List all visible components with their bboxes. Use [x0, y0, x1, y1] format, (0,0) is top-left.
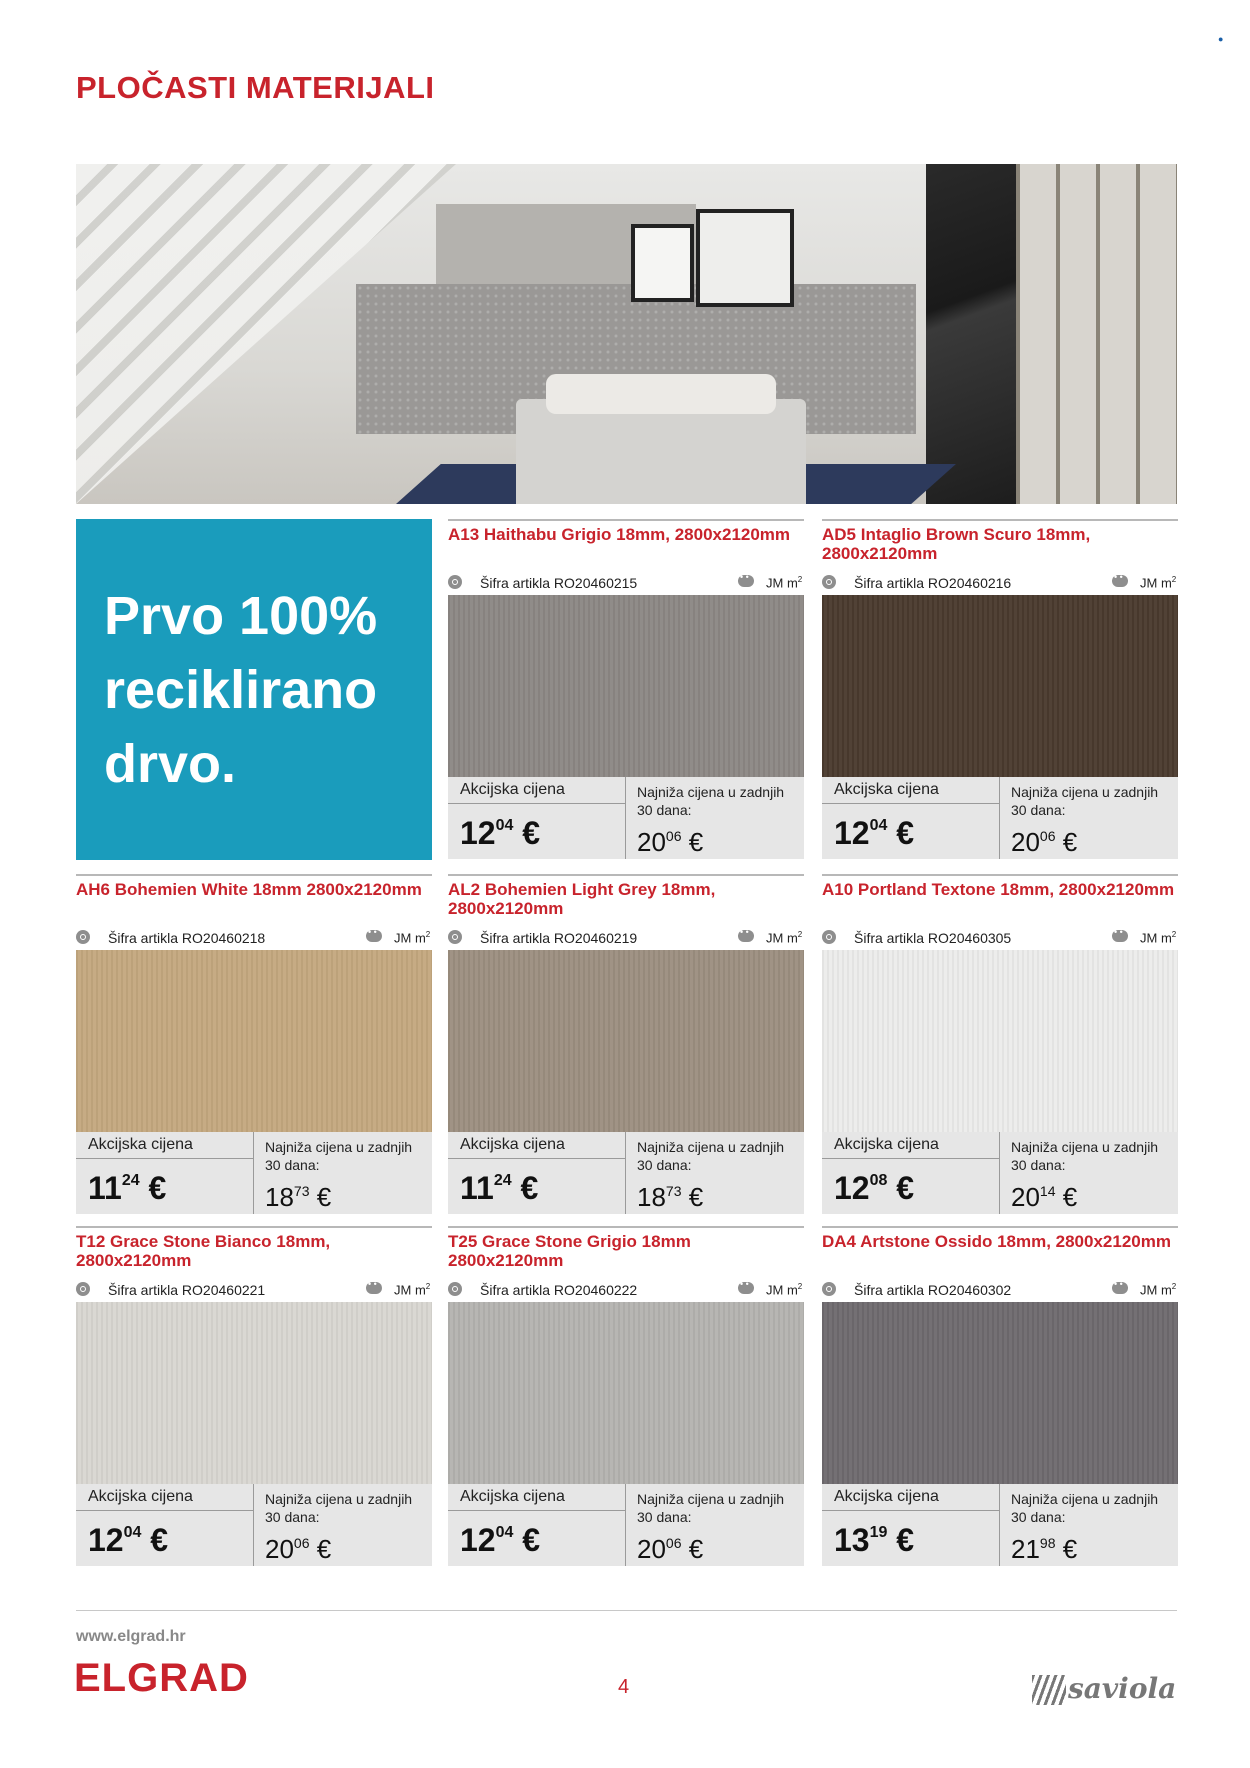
unit-label: JM $m^2$: [394, 930, 431, 946]
unit-label: JM $m^2$: [1140, 575, 1177, 591]
material-swatch: [822, 1302, 1178, 1484]
product-code: Šifra artikla RO20460215: [480, 575, 638, 591]
unit-label: JM $m^2$: [1140, 930, 1177, 946]
lowest-price-label: Najniža cijena u zadnjih 30 dana:: [1011, 784, 1159, 818]
product-code-row: [448, 1282, 804, 1300]
price-box: [76, 1484, 432, 1566]
lowest-price-label: Najniža cijena u zadnjih 30 dana:: [265, 1491, 413, 1525]
product-code-row: [822, 930, 1178, 948]
product-card[interactable]: [448, 519, 804, 869]
product-name: DA4 Artstone Ossido 18mm, 2800x2120mm: [822, 1232, 1171, 1251]
product-code: Šifra artikla RO20460305: [854, 930, 1012, 946]
page-number: 4: [618, 1676, 630, 1698]
product-code-row: [448, 930, 804, 948]
unit-label: JM $m^2$: [766, 930, 803, 946]
unit-label: JM $m^2$: [1140, 1282, 1177, 1298]
product-name: T25 Grace Stone Grigio 18mm 2800x2120mm: [448, 1232, 691, 1270]
product-card[interactable]: [822, 1226, 1178, 1576]
promo-price-label: Akcijska cijena: [834, 1488, 939, 1505]
price-box: [448, 1132, 804, 1214]
search-icon: [448, 1282, 462, 1296]
product-code-row: [76, 1282, 432, 1300]
lowest-price: $20^{14}$ €: [1011, 1182, 1078, 1212]
card-divider: [822, 874, 1178, 876]
card-divider: [822, 1226, 1178, 1228]
price-box: [822, 777, 1178, 859]
page-title: PLOČASTI MATERIJALI: [76, 70, 435, 105]
lowest-price-label: Najniža cijena u zadnjih 30 dana:: [637, 784, 785, 818]
card-divider: [448, 1226, 804, 1228]
lowest-price-label: Najniža cijena u zadnjih 30 dana:: [637, 1139, 785, 1173]
price-box: [822, 1484, 1178, 1566]
card-divider: [822, 519, 1178, 521]
promo-price-label: Akcijska cijena: [460, 1136, 565, 1153]
unit-icon: [738, 575, 754, 587]
promo-price-label: Akcijska cijena: [834, 1136, 939, 1153]
product-code: Šifra artikla RO20460221: [108, 1282, 266, 1298]
promo-price: $11^{24}$ €: [88, 1170, 167, 1206]
material-swatch: [448, 595, 804, 777]
product-code-row: [822, 1282, 1178, 1300]
lowest-price-label: Najniža cijena u zadnjih 30 dana:: [1011, 1491, 1159, 1525]
product-name: AL2 Bohemien Light Grey 18mm, 2800x2120mm: [448, 880, 716, 918]
promo-text: Prvo 100% reciklirano drvo.: [104, 586, 378, 794]
promo-price-label: Akcijska cijena: [460, 1488, 565, 1505]
unit-icon: [1112, 575, 1128, 587]
lowest-price: $20^{06}$ €: [265, 1534, 332, 1564]
unit-label: JM $m^2$: [766, 1282, 803, 1298]
promo-price: $11^{24}$ €: [460, 1170, 539, 1206]
promo-price: $13^{19}$ €: [834, 1522, 915, 1558]
material-swatch: [448, 1302, 804, 1484]
promo-price: $12^{04}$ €: [460, 815, 541, 851]
product-card[interactable]: [822, 874, 1178, 1224]
saviola-logo-mark: [1032, 1675, 1066, 1705]
product-card[interactable]: [76, 874, 432, 1224]
product-card[interactable]: [76, 1226, 432, 1576]
product-card[interactable]: [448, 1226, 804, 1576]
promo-price: $12^{04}$ €: [834, 815, 915, 851]
product-code: Šifra artikla RO20460218: [108, 930, 266, 946]
lowest-price: $20^{06}$ €: [637, 1534, 704, 1564]
lowest-price: $20^{06}$ €: [1011, 827, 1078, 857]
promo-price: $12^{08}$ €: [834, 1170, 915, 1206]
elgrad-logo: ELGRAD: [74, 1656, 249, 1700]
saviola-logo: saviola: [1068, 1672, 1177, 1705]
material-swatch: [822, 595, 1178, 777]
material-swatch: [76, 950, 432, 1132]
lowest-price-label: Najniža cijena u zadnjih 30 dana:: [1011, 1139, 1159, 1173]
search-icon: [822, 575, 836, 589]
card-divider: [448, 519, 804, 521]
promo-price-label: Akcijska cijena: [834, 781, 939, 798]
card-divider: [76, 874, 432, 876]
search-icon: [448, 575, 462, 589]
unit-icon: [366, 930, 382, 942]
product-code-row: [822, 575, 1178, 593]
material-swatch: [76, 1302, 432, 1484]
product-card[interactable]: [448, 874, 804, 1224]
product-code: Šifra artikla RO20460219: [480, 930, 638, 946]
unit-label: JM $m^2$: [766, 575, 803, 591]
search-icon: [822, 930, 836, 944]
hero-bedroom-image: [76, 164, 1177, 504]
product-name: A10 Portland Textone 18mm, 2800x2120mm: [822, 880, 1175, 899]
promo-price-label: Akcijska cijena: [460, 781, 565, 798]
product-name: A13 Haithabu Grigio 18mm, 2800x2120mm: [448, 525, 791, 544]
unit-icon: [738, 1282, 754, 1294]
product-name: T12 Grace Stone Bianco 18mm, 2800x2120mm: [76, 1232, 331, 1270]
corner-mark: ●: [1218, 34, 1224, 44]
search-icon: [76, 930, 90, 944]
price-box: [76, 1132, 432, 1214]
recycled-wood-promo: [76, 519, 432, 860]
lowest-price: $18^{73}$ €: [265, 1182, 332, 1212]
lowest-price: $21^{98}$ €: [1011, 1534, 1078, 1564]
lowest-price-label: Najniža cijena u zadnjih 30 dana:: [637, 1491, 785, 1525]
product-card[interactable]: [822, 519, 1178, 869]
product-code: Šifra artikla RO20460222: [480, 1282, 638, 1298]
material-swatch: [448, 950, 804, 1132]
product-code-row: [448, 575, 804, 593]
unit-label: JM $m^2$: [394, 1282, 431, 1298]
search-icon: [76, 1282, 90, 1296]
price-box: [448, 777, 804, 859]
footer-divider: [76, 1610, 1177, 1611]
product-code-row: [76, 930, 432, 948]
price-box: [822, 1132, 1178, 1214]
card-divider: [76, 1226, 432, 1228]
card-divider: [448, 874, 804, 876]
search-icon: [448, 930, 462, 944]
lowest-price-label: Najniža cijena u zadnjih 30 dana:: [265, 1139, 413, 1173]
product-code: Šifra artikla RO20460302: [854, 1282, 1012, 1298]
website-link[interactable]: www.elgrad.hr: [76, 1628, 186, 1645]
search-icon: [822, 1282, 836, 1296]
product-code: Šifra artikla RO20460216: [854, 575, 1012, 591]
unit-icon: [366, 1282, 382, 1294]
promo-price: $12^{04}$ €: [460, 1522, 541, 1558]
lowest-price: $18^{73}$ €: [637, 1182, 704, 1212]
unit-icon: [1112, 930, 1128, 942]
promo-price-label: Akcijska cijena: [88, 1488, 193, 1505]
promo-price-label: Akcijska cijena: [88, 1136, 193, 1153]
promo-price: $12^{04}$ €: [88, 1522, 169, 1558]
material-swatch: [822, 950, 1178, 1132]
unit-icon: [738, 930, 754, 942]
product-name: AD5 Intaglio Brown Scuro 18mm, 2800x2120mm: [822, 525, 1091, 563]
unit-icon: [1112, 1282, 1128, 1294]
price-box: [448, 1484, 804, 1566]
lowest-price: $20^{06}$ €: [637, 827, 704, 857]
product-name: AH6 Bohemien White 18mm 2800x2120mm: [76, 880, 422, 899]
